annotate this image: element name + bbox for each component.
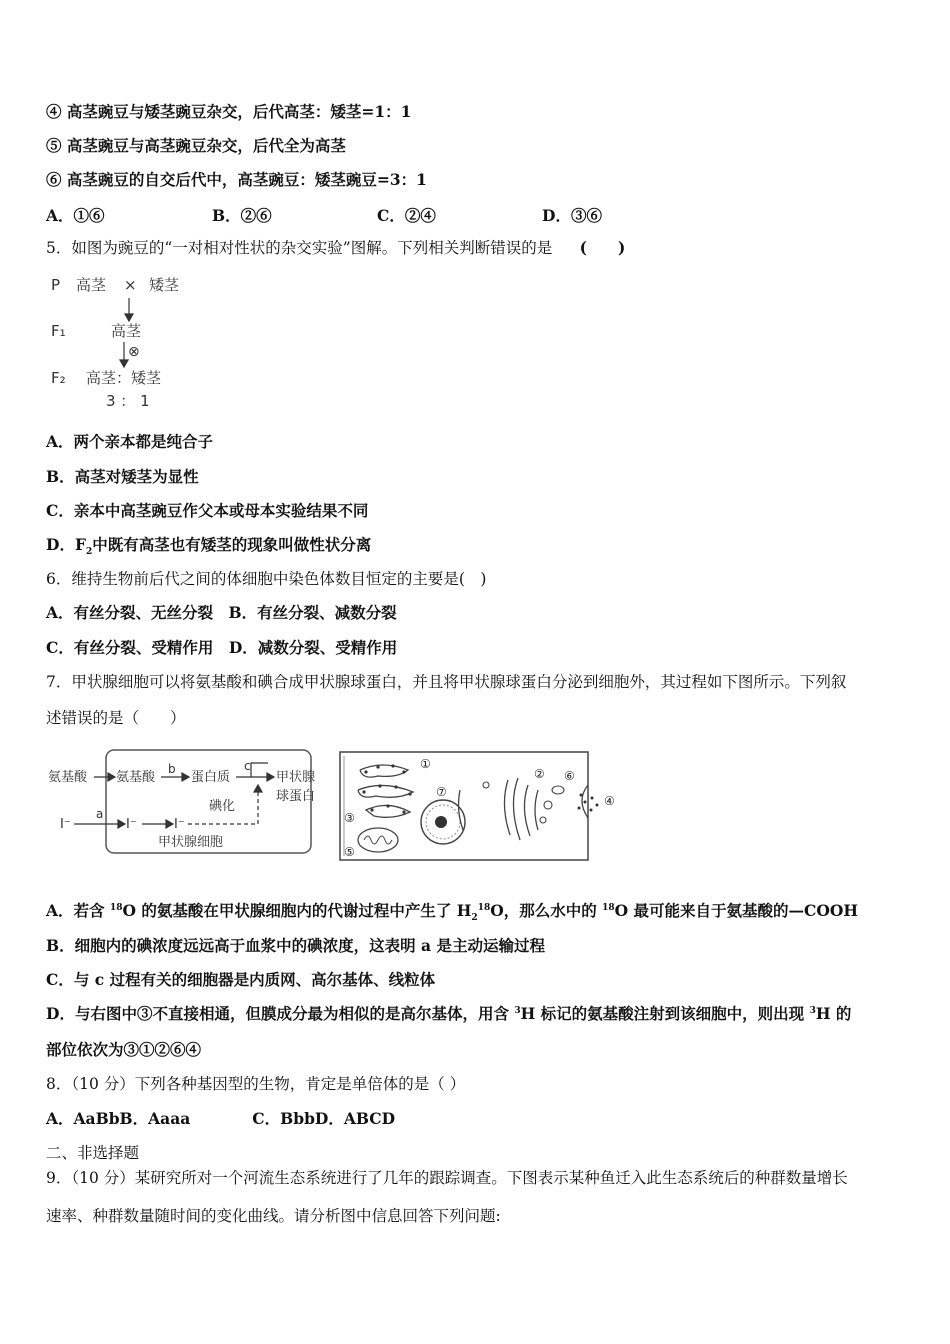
q5-option-d-sub: 2 [85, 547, 93, 558]
q7-d-sup2: 3 [809, 1005, 816, 1016]
statement-6: ⑥ 高茎豌豆的自交后代中，高茎豌豆：矮茎豌豆=3：1 [46, 170, 427, 189]
marker-5: ⑤ [344, 845, 355, 859]
iodide-inside: I⁻ [126, 817, 137, 832]
label-c: c [244, 759, 251, 773]
q7-option-b[interactable]: B．细胞内的碘浓度远远高于血浆中的碘浓度，这表明 a 是主动运输过程 [46, 936, 545, 955]
q7-option-d-line2: 部位依次为③①②⑥④ [46, 1040, 202, 1059]
statement-4: ④ 高茎豌豆与矮茎豌豆杂交，后代高茎：矮茎=1：1 [46, 102, 412, 121]
q4-option-a[interactable]: A．①⑥ [46, 206, 105, 225]
q9-stem-line1: 9．（10 分）某研究所对一个河流生态系统进行了几年的跟踪调查。下图表示某种鱼迁入此生态系统后的种群数量增长 [46, 1169, 848, 1187]
marker-7: ⑦ [436, 785, 447, 799]
q7-process-diagram [46, 748, 326, 858]
q5-stem [46, 238, 625, 258]
mitochondrion [358, 828, 398, 852]
q4-option-b[interactable]: B．②⑥ [212, 206, 272, 225]
q7-option-d[interactable] [46, 1004, 851, 1024]
iodide-outside: I⁻ [60, 817, 71, 832]
q4-option-d[interactable]: D．③⑥ [542, 206, 602, 225]
p-label: P [51, 276, 61, 294]
q8-stem: 8．（10 分）下列各种基因型的生物，肯定是单倍体的是（ ） [46, 1075, 466, 1093]
q7-d-sup1: 3 [514, 1005, 521, 1016]
q5-option-c[interactable]: C．亲本中高茎豌豆作父本或母本实验结果不同 [46, 501, 369, 520]
marker-3: ③ [344, 811, 355, 825]
q5-option-d[interactable] [46, 535, 372, 558]
iodine-label: I⁻ [174, 817, 185, 832]
q5-option-b[interactable]: B．高茎对矮茎为显性 [46, 467, 199, 486]
f2-ratio: 3 ： 1 [106, 392, 150, 410]
p-tall: 高茎 [76, 276, 107, 294]
label-b: b [168, 762, 176, 776]
statement-5: ⑤ 高茎豌豆与高茎豌豆杂交，后代全为高茎 [46, 136, 346, 155]
q5-cross-diagram [46, 268, 196, 413]
thyroglobulin-line1: 甲状腺 [276, 770, 316, 785]
q7-d-part1: D．与右图中③不直接相通，但膜成分最为相似的是高尔基体，用含 [46, 1004, 515, 1023]
q7-d-part3: H 的 [815, 1004, 852, 1023]
q9-stem-line2: 速率、种群数量随时间的变化曲线。请分析图中信息回答下列问题: [46, 1207, 501, 1225]
iodination-label: 碘化 [209, 799, 236, 814]
q7-a-sub: 2 [471, 913, 478, 924]
section-heading: 二、非选择题 [46, 1144, 140, 1162]
q6-options-row1[interactable]: A．有丝分裂、无丝分裂 B．有丝分裂、减数分裂 [46, 603, 397, 622]
f2-phenotypes: 高茎：矮茎 [86, 369, 162, 387]
q7-stem-line2: 述错误的是（ ） [46, 709, 186, 727]
amino-acid-inside: 氨基酸 [116, 770, 156, 785]
q7-option-c[interactable]: C．与 c 过程有关的细胞器是内质网、高尔基体、线粒体 [46, 970, 436, 989]
amino-acid-outside: 氨基酸 [48, 770, 88, 785]
q7-a-sup1: 18 [109, 902, 123, 913]
q6-stem: 6．维持生物前后代之间的体细胞中染色体数目恒定的主要是( ) [46, 570, 487, 588]
q5-answer-paren: ( ) [579, 238, 626, 257]
marker-2: ② [534, 767, 545, 781]
f2-label: F₂ [51, 369, 66, 387]
q7-a-sup3: 18 [602, 902, 615, 913]
q7-a-part3: O，那么水中的 [490, 901, 603, 920]
f1-tall: 高茎 [111, 322, 142, 340]
thyroid-cell-label: 甲状腺细胞 [158, 835, 224, 850]
marker-4: ④ [604, 794, 615, 808]
f1-label: F₁ [51, 322, 66, 340]
q5-stem-text: 5．如图为豌豆的“一对相对性状的杂交实验”图解。下列相关判断错误的是 [46, 239, 553, 257]
q7-a-part1: A．若含 [46, 901, 110, 920]
protein-label: 蛋白质 [191, 770, 231, 785]
q7-stem-line1: 7．甲状腺细胞可以将氨基酸和碘合成甲状腺球蛋白，并且将甲状腺球蛋白分泌到细胞外，其过程如下图所示。下列叙 [46, 673, 847, 691]
q7-a-sup2: 18 [477, 902, 491, 913]
p-short: 矮茎 [149, 276, 180, 294]
q5-option-d-post: 中既有高茎也有矮茎的现象叫做性状分离 [92, 535, 372, 554]
q7-cell-diagram [338, 750, 622, 862]
self-cross-symbol: ⊗ [128, 344, 140, 360]
q7-option-a[interactable] [46, 901, 859, 924]
q7-d-part2: H 标记的氨基酸注射到该细胞中，则出现 [520, 1004, 810, 1023]
thyroglobulin-line2: 球蛋白 [276, 789, 316, 804]
q4-option-c[interactable]: C．②④ [377, 206, 436, 225]
marker-6: ⑥ [564, 769, 575, 783]
q6-options-row2[interactable]: C．有丝分裂、受精作用 D．减数分裂、受精作用 [46, 638, 398, 657]
q5-option-a[interactable]: A．两个亲本都是纯合子 [46, 432, 214, 451]
golgi [459, 778, 538, 840]
cross-symbol: × [124, 276, 137, 294]
q7-a-part2: O 的氨基酸在甲状腺细胞内的代谢过程中产生了 H [122, 901, 472, 920]
q5-option-d-pre: D．F [46, 535, 86, 554]
label-a: a [96, 807, 104, 821]
q8-options[interactable]: A．AaBbB．Aaaa C．BbbD．ABCD [46, 1109, 396, 1128]
marker-1: ① [420, 757, 431, 771]
q7-a-part4: O 最可能来自于氨基酸的—COOH [614, 901, 859, 920]
